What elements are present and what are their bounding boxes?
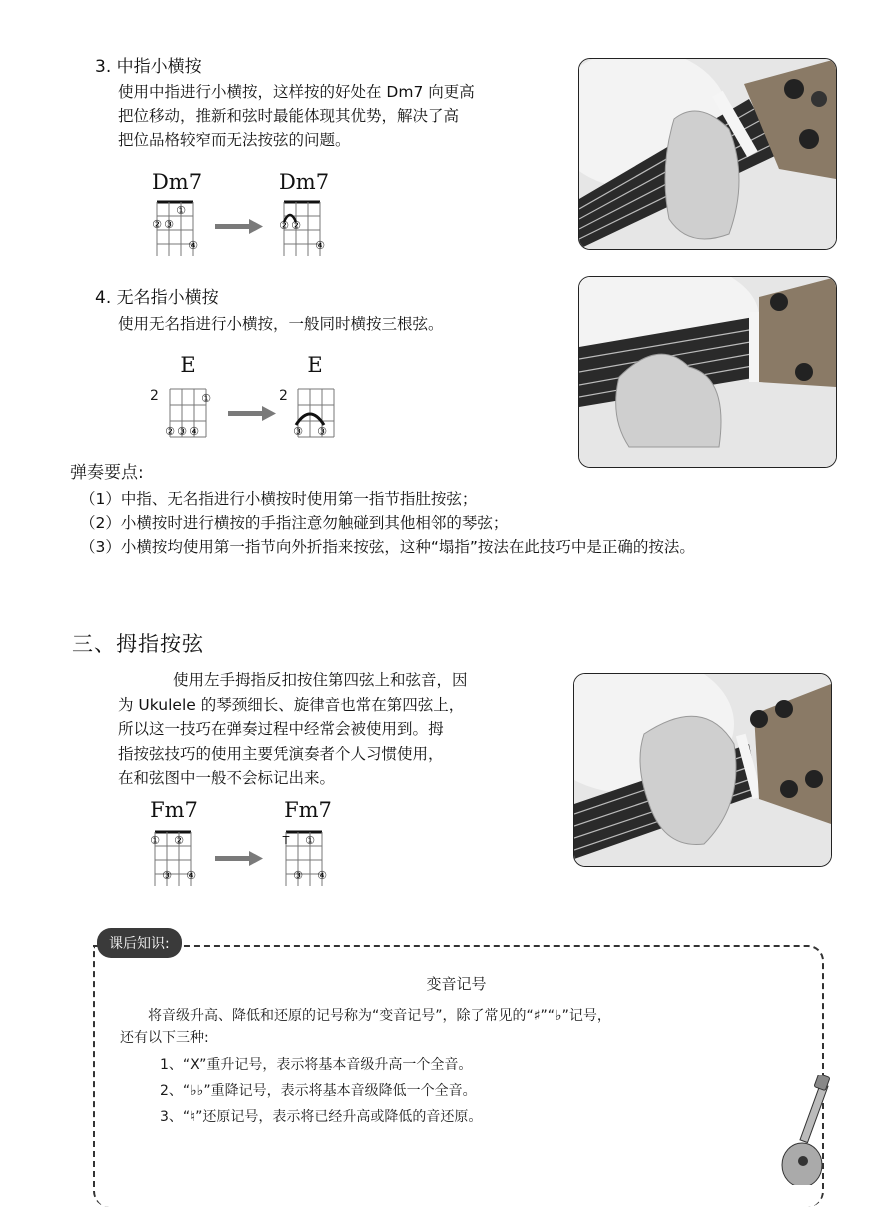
part3-title: 三、拇指按弦 (72, 632, 204, 656)
knowledge-intro-line2: 还有以下三种: (120, 1030, 209, 1046)
fret-number: 2 (279, 388, 288, 404)
part3-line3: 所以这一技巧在弹奏过程中经常会被使用到。拇 (118, 720, 444, 738)
finger-label: ② (165, 425, 175, 438)
section4-line1: 使用无名指进行小横按，一般同时横按三根弦。 (118, 315, 444, 333)
part3-line5: 在和弦图中一般不会标记出来。 (118, 769, 336, 787)
finger-label: ① (305, 834, 315, 847)
chord-name-fm7-after: Fm7 (284, 798, 332, 822)
chord-diagram-e-before (158, 385, 218, 443)
fret-number: 2 (150, 388, 159, 404)
arrow-right-icon (215, 850, 265, 868)
finger-label: ③ (162, 869, 172, 882)
finger-label: ② (152, 218, 162, 231)
finger-label: ② (174, 834, 184, 847)
knowledge-list (160, 1052, 780, 1130)
chord-name-dm7-after: Dm7 (278, 170, 330, 194)
chord-name-dm7-before: Dm7 (151, 170, 203, 194)
knowledge-badge: 课后知识: (97, 928, 182, 958)
chord-diagram-e-after (286, 385, 346, 443)
arrow-right-icon (228, 405, 278, 423)
section3-heading: 3. 中指小横按 (95, 57, 202, 77)
knowledge-intro-line1: 将音级升高、降低和还原的记号称为“变音记号”，除了常见的“♯”“♭”记号， (148, 1008, 611, 1024)
tips-title: 弹奏要点: (70, 463, 144, 483)
finger-label: ① (176, 204, 186, 217)
part3-line4: 指按弦技巧的使用主要凭演奏者个人习惯使用， (118, 744, 444, 763)
finger-label: ② (291, 219, 301, 232)
photo-ring-finger-barre (578, 276, 837, 468)
knowledge-title: 变音记号 (426, 975, 487, 993)
section3-line1: 使用中指进行小横按，这样按的好处在 Dm7 向更高 (118, 83, 475, 101)
part3-line2: 为 Ukulele 的琴颈细长、旋律音也常在第四弦上， (118, 695, 465, 714)
ukulele-hand-illustration (574, 674, 831, 866)
photo-thumb-fretting (573, 673, 832, 867)
finger-label: ④ (188, 239, 198, 252)
list-item: （1）中指、无名指进行小横按时使用第一指节指肚按弦； (80, 490, 478, 508)
finger-label: ④ (189, 425, 199, 438)
finger-label: ④ (317, 869, 327, 882)
section4-heading: 4. 无名指小横按 (95, 288, 219, 308)
finger-label: ③ (293, 425, 303, 438)
part3-body (118, 668, 568, 791)
arrow-right-icon (215, 218, 265, 236)
part3-line1: 使用左手拇指反扣按住第四弦上和弦音，因 (173, 671, 468, 689)
list-item: 3、“♮”还原记号，表示将已经升高或降低的音还原。 (160, 1109, 483, 1125)
section3-line3: 把位品格较窄而无法按弦的问题。 (118, 131, 351, 149)
ukulele-icon (780, 1075, 850, 1185)
finger-label: ③ (293, 869, 303, 882)
finger-label: ① (201, 392, 211, 405)
finger-label: ② (279, 219, 289, 232)
section3-line2: 把位移动，推新和弦时最能体现其优势，解决了高 (118, 107, 460, 125)
finger-label: ③ (177, 425, 187, 438)
chord-diagram-dm7-after (272, 198, 332, 260)
knowledge-intro (120, 1005, 810, 1049)
finger-label: ③ (164, 218, 174, 231)
ukulele-hand-illustration (579, 59, 836, 249)
tips-list (80, 487, 880, 559)
chord-diagram-fm7-after (274, 828, 334, 890)
list-item: （3）小横按均使用第一指节向外折指来按弦，这种“塌指”按法在此技巧中是正确的按法。 (80, 538, 695, 556)
chord-name-e-before: E (180, 353, 196, 377)
photo-middle-finger-barre (578, 58, 837, 250)
finger-label: T (282, 834, 290, 847)
ukulele-hand-illustration (579, 277, 836, 467)
chord-name-fm7-before: Fm7 (150, 798, 198, 822)
chord-diagram-dm7-before (145, 198, 205, 260)
chord-name-e-after: E (307, 353, 323, 377)
chord-diagram-fm7-before (143, 828, 203, 890)
finger-label: ④ (186, 869, 196, 882)
finger-label: ① (150, 834, 160, 847)
list-item: 1、“X”重升记号，表示将基本音级升高一个全音。 (160, 1057, 473, 1073)
section3-body (118, 80, 568, 152)
finger-label: ④ (315, 239, 325, 252)
list-item: （2）小横按时进行横按的手指注意勿触碰到其他相邻的琴弦； (80, 514, 509, 532)
finger-label: ③ (317, 425, 327, 438)
list-item: 2、“♭♭”重降记号，表示将基本音级降低一个全音。 (160, 1083, 477, 1099)
